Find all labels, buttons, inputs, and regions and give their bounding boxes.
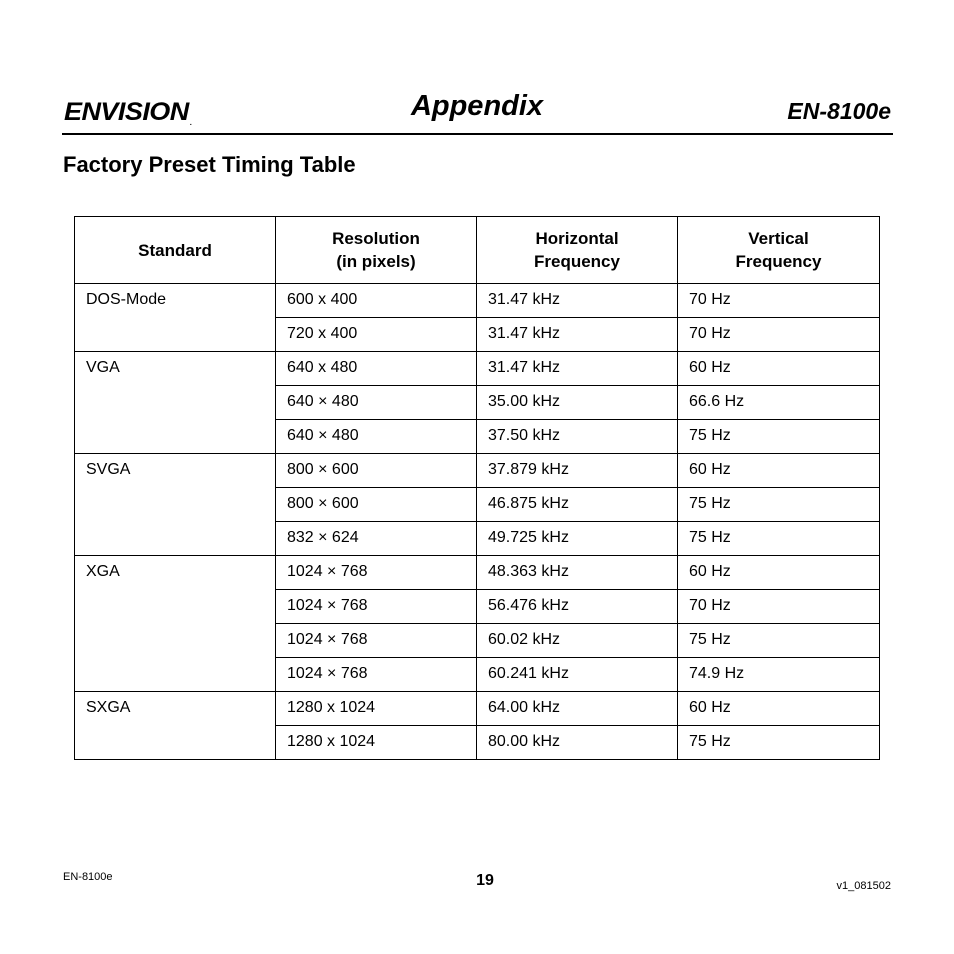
horizontal-frequency-cell: 31.47 kHz bbox=[477, 284, 678, 318]
timing-table-body bbox=[75, 284, 880, 760]
brand-mark: . bbox=[189, 120, 192, 127]
table-row bbox=[75, 556, 880, 590]
standard-cell: SVGA bbox=[75, 454, 276, 556]
horizontal-frequency-cell: 49.725 kHz bbox=[477, 522, 678, 556]
header-divider bbox=[62, 133, 893, 135]
standard-cell: DOS-Mode bbox=[75, 284, 276, 352]
resolution-cell: 800 × 600 bbox=[276, 454, 477, 488]
vertical-frequency-cell: 74.9 Hz bbox=[678, 658, 880, 692]
horizontal-frequency-cell: 35.00 kHz bbox=[477, 386, 678, 420]
horizontal-frequency-cell: 60.02 kHz bbox=[477, 624, 678, 658]
horizontal-frequency-cell: 31.47 kHz bbox=[477, 318, 678, 352]
standard-cell: SXGA bbox=[75, 692, 276, 760]
table-row bbox=[75, 692, 880, 726]
footer-version: v1_081502 bbox=[836, 880, 891, 892]
vertical-frequency-cell: 75 Hz bbox=[678, 522, 880, 556]
table-header-row bbox=[75, 217, 880, 284]
vertical-frequency-cell: 60 Hz bbox=[678, 454, 880, 488]
vertical-frequency-cell: 75 Hz bbox=[678, 488, 880, 522]
resolution-cell: 720 x 400 bbox=[276, 318, 477, 352]
vertical-frequency-cell: 70 Hz bbox=[678, 318, 880, 352]
horizontal-frequency-cell: 80.00 kHz bbox=[477, 726, 678, 760]
horizontal-frequency-cell: 64.00 kHz bbox=[477, 692, 678, 726]
vertical-frequency-cell: 70 Hz bbox=[678, 284, 880, 318]
brand-text: ENVISION bbox=[64, 98, 189, 126]
resolution-cell: 640 × 480 bbox=[276, 420, 477, 454]
footer-model: EN-8100e bbox=[63, 871, 113, 883]
resolution-cell: 1024 × 768 bbox=[276, 658, 477, 692]
resolution-cell: 1024 × 768 bbox=[276, 556, 477, 590]
resolution-cell: 800 × 600 bbox=[276, 488, 477, 522]
resolution-cell: 832 × 624 bbox=[276, 522, 477, 556]
vertical-frequency-cell: 70 Hz bbox=[678, 590, 880, 624]
model-heading: EN-8100e bbox=[787, 98, 891, 124]
header-standard: Standard bbox=[75, 217, 276, 284]
standard-cell: XGA bbox=[75, 556, 276, 692]
vertical-frequency-cell: 60 Hz bbox=[678, 556, 880, 590]
table-row bbox=[75, 352, 880, 386]
horizontal-frequency-cell: 31.47 kHz bbox=[477, 352, 678, 386]
header-resolution: Resolution (in pixels) bbox=[276, 217, 477, 284]
resolution-cell: 1024 × 768 bbox=[276, 590, 477, 624]
horizontal-frequency-cell: 60.241 kHz bbox=[477, 658, 678, 692]
table-row bbox=[75, 284, 880, 318]
resolution-cell: 640 × 480 bbox=[276, 386, 477, 420]
horizontal-frequency-cell: 46.875 kHz bbox=[477, 488, 678, 522]
horizontal-frequency-cell: 56.476 kHz bbox=[477, 590, 678, 624]
section-title: Factory Preset Timing Table bbox=[63, 152, 356, 177]
header-horizontal-frequency: Horizontal Frequency bbox=[477, 217, 678, 284]
resolution-cell: 1280 x 1024 bbox=[276, 692, 477, 726]
horizontal-frequency-cell: 48.363 kHz bbox=[477, 556, 678, 590]
vertical-frequency-cell: 66.6 Hz bbox=[678, 386, 880, 420]
horizontal-frequency-cell: 37.50 kHz bbox=[477, 420, 678, 454]
vertical-frequency-cell: 60 Hz bbox=[678, 692, 880, 726]
vertical-frequency-cell: 75 Hz bbox=[678, 420, 880, 454]
horizontal-frequency-cell: 37.879 kHz bbox=[477, 454, 678, 488]
timing-table bbox=[74, 216, 880, 760]
page-number: 19 bbox=[476, 872, 494, 889]
vertical-frequency-cell: 60 Hz bbox=[678, 352, 880, 386]
table-row bbox=[75, 454, 880, 488]
resolution-cell: 1024 × 768 bbox=[276, 624, 477, 658]
resolution-cell: 1280 x 1024 bbox=[276, 726, 477, 760]
header-vertical-frequency: Vertical Frequency bbox=[678, 217, 880, 284]
resolution-cell: 640 x 480 bbox=[276, 352, 477, 386]
standard-cell: VGA bbox=[75, 352, 276, 454]
vertical-frequency-cell: 75 Hz bbox=[678, 726, 880, 760]
page-title: Appendix bbox=[410, 90, 544, 122]
resolution-cell: 600 x 400 bbox=[276, 284, 477, 318]
vertical-frequency-cell: 75 Hz bbox=[678, 624, 880, 658]
